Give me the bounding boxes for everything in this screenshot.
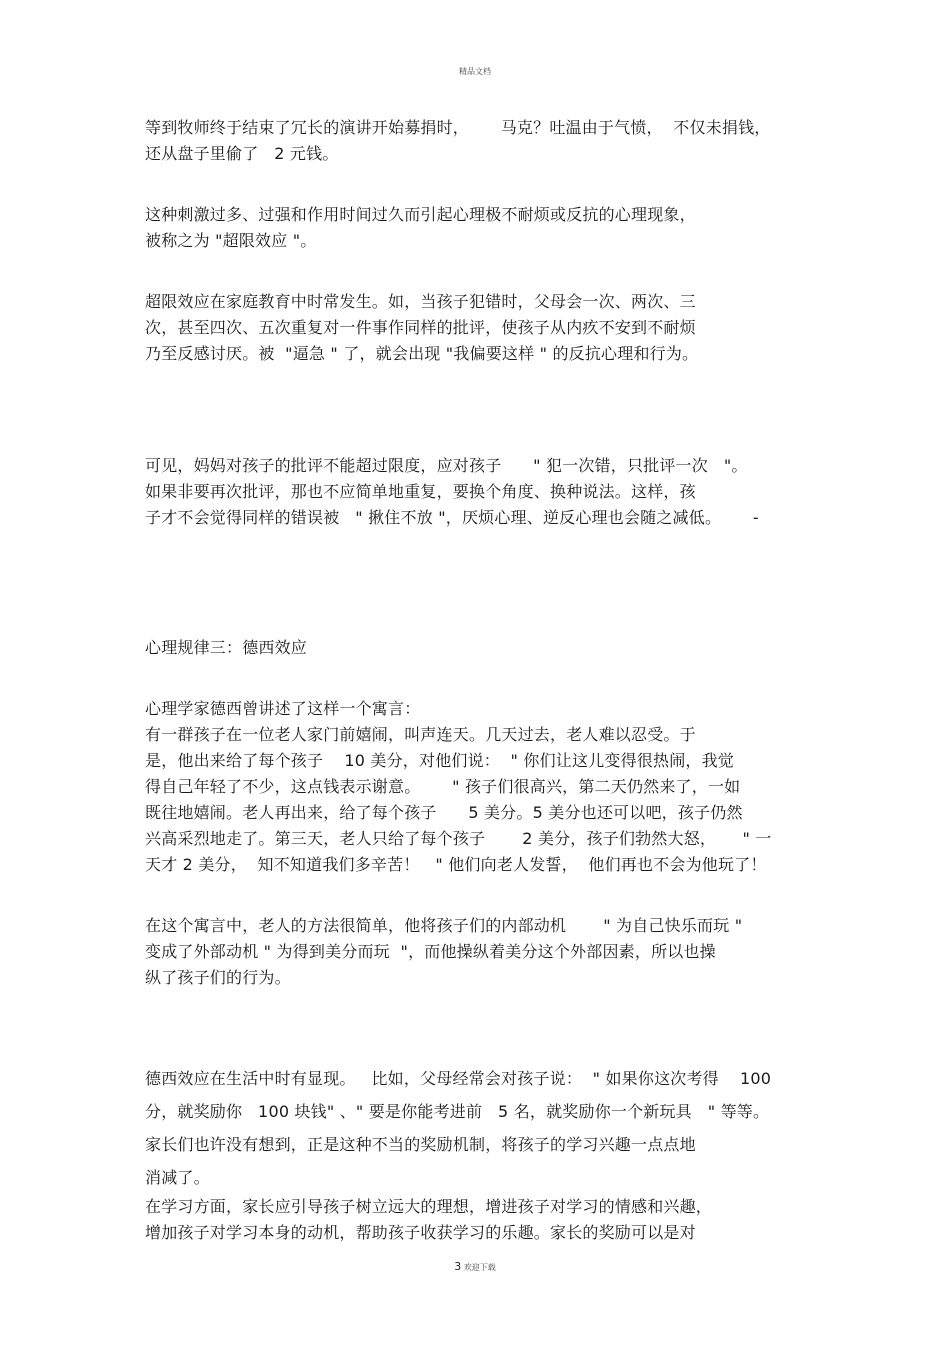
paragraph [145, 913, 825, 991]
text-line: 心理学家德西曾讲述了这样一个寓言： [145, 699, 421, 718]
page-header: 精品文档 [459, 67, 491, 76]
paragraph [145, 289, 825, 367]
text-line: 分，就奖励你 100 块钱" 、" 要是你能考进前 5 名，就奖励你一个新玩具 " 等等。 [145, 1102, 770, 1121]
text-line: 兴高采烈地走了。第三天，老人只给了每个孩子 2 美分，孩子们勃然大怒， " 一 [145, 829, 772, 848]
text-line: 在这个寓言中，老人的方法很简单，他将孩子们的内部动机 " 为自己快乐而玩 " [145, 916, 743, 935]
paragraph [145, 453, 825, 531]
text-line: 变成了外部动机 " 为得到美分而玩 "，而他操纵着美分这个外部因素，所以也操 [145, 942, 716, 961]
text-line: 如果非要再次批评，那也不应简单地重复，要换个角度、换种说法。这样，孩 [145, 482, 696, 501]
paragraph [145, 115, 825, 167]
text-line: 增加孩子对学习本身的动机，帮助孩子收获学习的乐趣。家长的奖励可以是对 [145, 1223, 696, 1242]
text-line: 得自己年轻了不少，这点钱表示谢意。 " 孩子们很高兴，第二天仍然来了，一如 [145, 777, 741, 796]
text-line: 超限效应在家庭教育中时常发生。如，当孩子犯错时，父母会一次、两次、三 [145, 292, 696, 311]
text-line: 在学习方面，家长应引导孩子树立远大的理想，增进孩子对学习的情感和兴趣， [145, 1197, 713, 1216]
text-line: 有一群孩子在一位老人家门前嬉闹，叫声连天。几天过去，老人难以忍受。于 [145, 725, 696, 744]
paragraph [145, 1194, 825, 1246]
paragraph [145, 1062, 825, 1194]
text-line: 乃至反感讨厌。被 "逼急 " 了，就会出现 "我偏要这样 " 的反抗心理和行为。 [145, 344, 699, 363]
text-line: 天才 2 美分， 知不知道我们多辛苦！ " 他们向老人发誓， 他们再也不会为他玩了！ [145, 855, 767, 874]
document-body [145, 115, 825, 1246]
text-line: 这种刺激过多、过强和作用时间过久而引起心理极不耐烦或反抗的心理现象， [145, 205, 696, 224]
text-line: 德西效应在生活中时有显现。 比如，父母经常会对孩子说： " 如果你这次考得 100 [145, 1069, 772, 1088]
text-line: 家长们也许没有想到，正是这种不当的奖励机制，将孩子的学习兴趣一点点地 [145, 1135, 696, 1154]
page-footer [0, 1260, 950, 1273]
paragraph [145, 696, 825, 878]
text-line: 子才不会觉得同样的错误被 " 揪住不放 "，厌烦心理、逆反心理也会随之减低。 - [145, 508, 759, 527]
heading-text: 心理规律三：德西效应 [145, 638, 308, 657]
text-line: 被称之为 "超限效应 "。 [145, 231, 317, 250]
section-heading [145, 635, 825, 661]
text-line: 消减了。 [145, 1168, 210, 1187]
text-line: 等到牧师终于结束了冗长的演讲开始募捐时， 马克？吐温由于气愤， 不仅未捐钱， [145, 118, 771, 137]
footer-text: 欢迎下载 [463, 1263, 496, 1272]
text-line: 是，他出来给了每个孩子 10 美分，对他们说： " 你们让这儿变得很热闹，我觉 [145, 751, 735, 770]
page-number: 3 [454, 1260, 462, 1273]
text-line: 可见，妈妈对孩子的批评不能超过限度，应对孩子 " 犯一次错，只批评一次 "。 [145, 456, 748, 475]
text-line: 还从盘子里偷了 2 元钱。 [145, 144, 339, 163]
text-line: 次，甚至四次、五次重复对一件事作同样的批评，使孩子从内疚不安到不耐烦 [145, 318, 696, 337]
text-line: 纵了孩子们的行为。 [145, 968, 291, 987]
text-line: 既往地嬉闹。老人再出来，给了每个孩子 5 美分。5 美分也还可以吧，孩子仍然 [145, 803, 743, 822]
paragraph [145, 202, 825, 254]
